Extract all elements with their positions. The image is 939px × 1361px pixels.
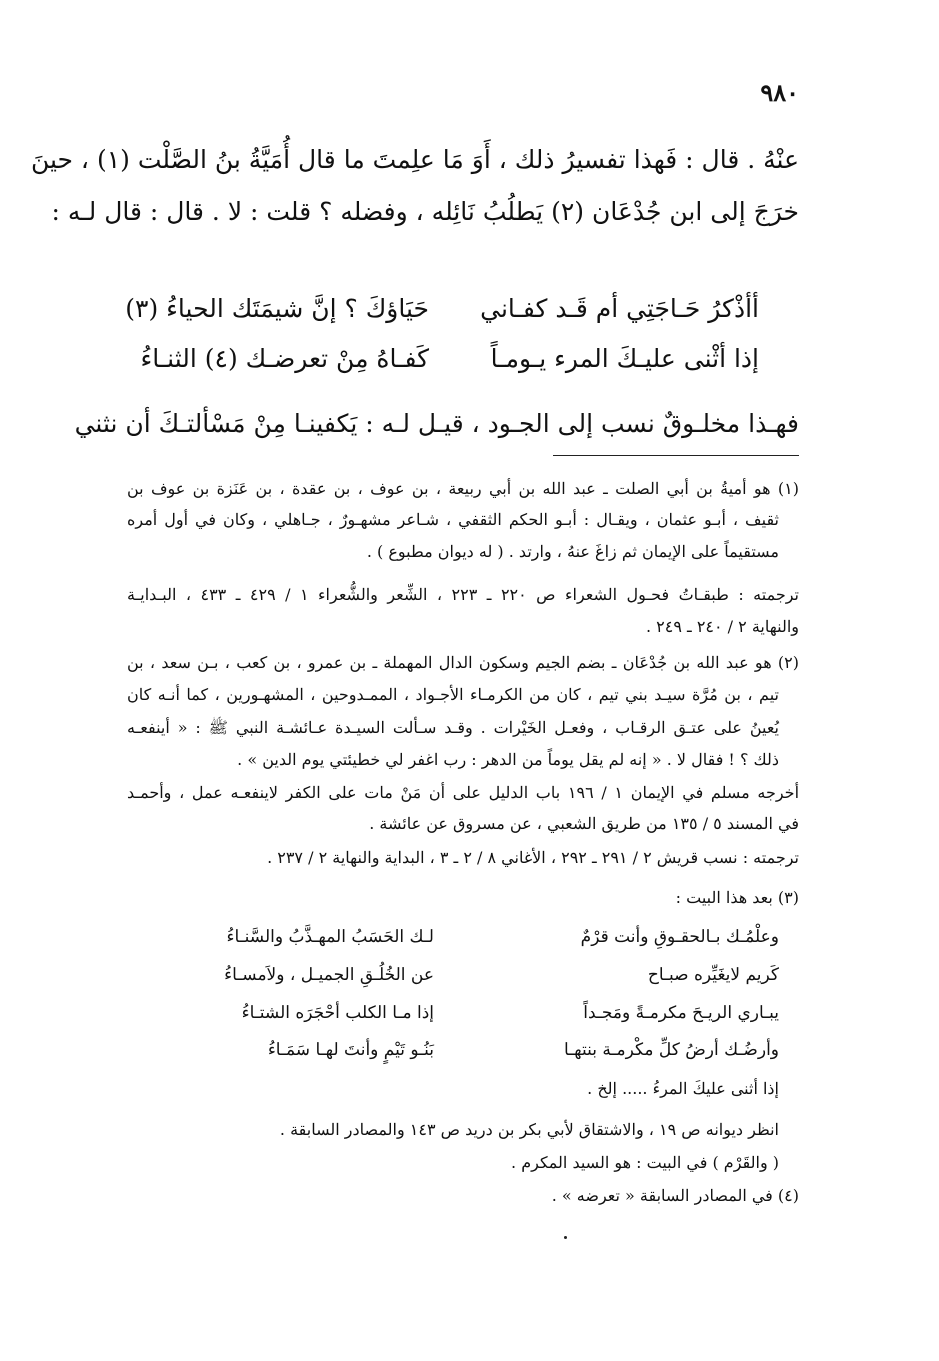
verse-second-hemistich: كَفـاهُ مِنْ تعرضـك (٤) الثنـاءُ (140, 344, 429, 373)
verse-second-hemistich: لـك الحَسَبُ المهـذَّبُ والسَّنـاءُ (226, 927, 434, 947)
verse-second-hemistich: إذا مـا الكلب أحْجَرَه الشتـاءُ (241, 1003, 434, 1023)
footnote-verse-row (127, 927, 779, 955)
page-number: ٩٨٠ (760, 78, 799, 107)
verse-first-hemistich: وعلْمُـك بـالحقـوقِ وأنت قرْمٌ (580, 927, 779, 947)
footnote-verse-row (127, 1040, 779, 1068)
body-line: خرَجَ إلى ابن جُدْعَان (٢) يَطلُبُ نَائِله ، وفضله ؟ قلت : لا . قال : قال لـه : (51, 197, 799, 226)
footnote-line: ذلك ؟ ! فقال لا . « إنه لم يقل يوماً من الدهر : رب اغفر لي خطيئتي يوم الدين » . (237, 750, 779, 769)
verse-second-hemistich: حَيَاؤكَ ؟ إنَّ شيمَتَك الحياءُ (٣) (125, 294, 429, 323)
footnote-line: ترجمته : نسب قريش ٢ / ٢٩١ ـ ٢٩٢ ، الأغاني ٨ / ٢ ـ ٣ ، البداية والنهاية ٢ / ٢٣٧ . (267, 848, 799, 867)
footnote-verse-row (127, 1003, 779, 1031)
footnote-separator (553, 455, 799, 456)
footnote-line: ترجمته : طبقـاتُ فحـول الشعراء ص ٢٢٠ ـ ٢٢٣ ، الشِّعر والشُّعراء ١ / ٤٢٩ ـ ٤٣٣ ، البـدايـة (127, 585, 799, 604)
footnote-line: (٢) هو عبد الله بن جُدْعَان ـ بضم الجيم وسكون الدال المهملة ـ بن عمرو ، بن كعب ، بـن سعد ، بن (127, 653, 799, 672)
footnote-line: تيم ، بن مُرَّة سيـد بني تيم ، كان من الكرمـاء الأجـواد ، الممـدوحين ، المشهـورين ، كما أنـه كان (127, 685, 779, 704)
verse-first-hemistich: إذا أثْنى عليـكَ المرء يـومـاً (490, 344, 759, 373)
verse-row (127, 294, 799, 334)
footnote-line: في المسند ٥ / ١٣٥ من طريق الشعبي ، عن مسروق عن عائشة . (369, 814, 799, 833)
footnote-line: ( والقَرْم ) في البيت : هو السيد المكرم . (511, 1153, 779, 1172)
footnote-line: إذا أثنى عليكَ المرءُ ..... إلخ . (587, 1079, 779, 1098)
verse-first-hemistich: يبـاري الريـحَ مكرمـةً ومَجـداً (583, 1003, 779, 1023)
verse-row (127, 344, 799, 384)
footnote-line: (١) هو أميةُ بن أبي الصلت ـ عبد الله بن أبي ربيعة ، بن عوف ، بن عقدة ، بن عَنَزة بن عوف بن (127, 479, 799, 498)
body-line: عنْهُ . قال : فَهذا تفسيرُ ذلك ، أَوَ مَا علِمتَ ما قال أُمَيَّةُ بنُ الصَّلْت (١) ، حينَ (30, 145, 799, 174)
footnote-line: أخرجه مسلم في الإيمان ١ / ١٩٦ باب الدليل على أن مَنْ مات على الكفر لاينفعـه عمل ، وأحمـد (127, 783, 800, 802)
footnote-line: انظر ديوانه ص ١٩ ، والاشتقاق لأبي بكر بن دريد ص ١٤٣ والمصادر السابقة . (279, 1120, 779, 1139)
verse-first-hemistich: وأرضُـك أرضُ كلِّ مكْرمـة بنتهـا (563, 1040, 779, 1060)
footnote-line: (٤) في المصادر السابقة « تعرضه » . (551, 1186, 799, 1205)
footnote-line: مستقيماً على الإيمان ثم زاغَ عنهُ ، وارتد . ( له ديوان مطبوع ) . (366, 542, 779, 561)
verse-first-hemistich: كَريم لايغَيِّره صبـاح (647, 965, 779, 985)
verse-second-hemistich: عن الخُلُـقِ الجميـل ، ولاَمسـاءُ (224, 965, 434, 985)
footnote-line: (٣) بعد هذا البيت : (675, 888, 799, 907)
verse-first-hemistich: أأذْكرُ حَـاجَتِي أم قَـد كفـاني (480, 294, 759, 323)
ink-dot (564, 1236, 567, 1239)
footnote-verse-row (127, 965, 779, 993)
footnote-line: ثقيف ، أبـو عثمان ، ويقـال : أبـو الحكم الثقفي ، شـاعر مشهـورٌ ، جـاهلي ، وكان في أول أمره (127, 510, 779, 529)
body-line: فهـذا مخلـوقٌ نسب إلى الجـود ، قيـل لـه : يَكفينـا مِنْ مَسْألتـكَ أن نثني (74, 409, 799, 438)
footnote-line: يُعينُ على عتـق الرقـاب ، وفعـل الخَيْرات . وقـد سـألت السيـدة عـائشـة النبي ﷺ : « أينفعـه (127, 718, 779, 737)
footnote-line: والنهاية ٢ / ٢٤٠ ـ ٢٤٩ . (646, 617, 799, 636)
verse-second-hemistich: بَنُـو تَيْمٍ وأنتَ لهـا سَمَـاءُ (267, 1040, 434, 1060)
